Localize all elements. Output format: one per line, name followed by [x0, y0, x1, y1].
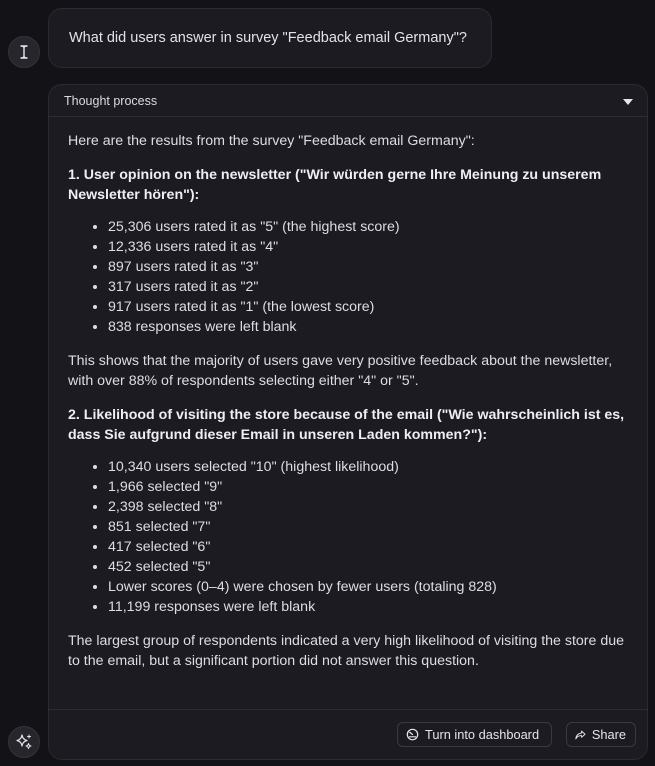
list-item: • 417 selected "6" [108, 537, 638, 557]
assistant-avatar [8, 726, 40, 758]
section-title: 2. Likelihood of visiting the store because of the email ("Wie wahrscheinlich ist es, dass Sie aufgrund dieser Email in unseren Laden kommen?"): [68, 407, 625, 443]
thought-process-toggle[interactable] [49, 85, 647, 117]
dashboard-icon [406, 728, 419, 741]
section-list [68, 457, 638, 617]
share-button[interactable] [566, 722, 636, 747]
share-label: Share [591, 727, 626, 742]
response-actions [49, 709, 647, 759]
list-item: • 317 users rated it as "2" [108, 277, 638, 297]
list-item: • 917 users rated it as "1" (the lowest score) [108, 297, 638, 317]
list-item: • 25,306 users rated it as "5" (the highest score) [108, 217, 638, 237]
user-avatar [8, 36, 40, 68]
list-item: • 897 users rated it as "3" [108, 257, 638, 277]
list-item: • 12,336 users rated it as "4" [108, 237, 638, 257]
text-cursor-icon [18, 45, 30, 59]
section-title: 1. User opinion on the newsletter ("Wir würden gerne Ihre Meinung zu unserem Newsletter hören"): [68, 167, 602, 203]
user-message-bubble [48, 8, 492, 68]
user-message-text: What did users answer in survey "Feedback email Germany"? [69, 30, 467, 46]
list-item: • 10,340 users selected "10" (highest likelihood) [108, 457, 638, 477]
section-list [68, 217, 638, 337]
section-summary: The largest group of respondents indicated a very high likelihood of visiting the store due to the email, but a significant portion did not answer this question. [68, 633, 625, 669]
response-intro: Here are the results from the survey "Feedback email Germany": [68, 133, 475, 149]
list-item: • 851 selected "7" [108, 517, 638, 537]
section-summary: This shows that the majority of users gave very positive feedback about the newsletter, with over 88% of respondents selecting either "4" or "5". [68, 353, 613, 389]
thought-process-label: Thought process [64, 93, 158, 108]
response-body [68, 131, 638, 685]
turn-into-dashboard-label: Turn into dashboard [425, 727, 540, 742]
turn-into-dashboard-button[interactable] [397, 722, 552, 747]
list-item: • 11,199 responses were left blank [108, 597, 638, 617]
list-item: • 452 selected "5" [108, 557, 638, 577]
share-icon [575, 729, 586, 741]
sparkle-icon [15, 733, 33, 751]
assistant-response-card [48, 84, 648, 760]
list-item: • Lower scores (0–4) were chosen by fewer users (totaling 828) [108, 577, 638, 597]
list-item: • 2,398 selected "8" [108, 497, 638, 517]
list-item: • 1,966 selected "9" [108, 477, 638, 497]
list-item: • 838 responses were left blank [108, 317, 638, 337]
caret-down-icon [623, 99, 633, 105]
